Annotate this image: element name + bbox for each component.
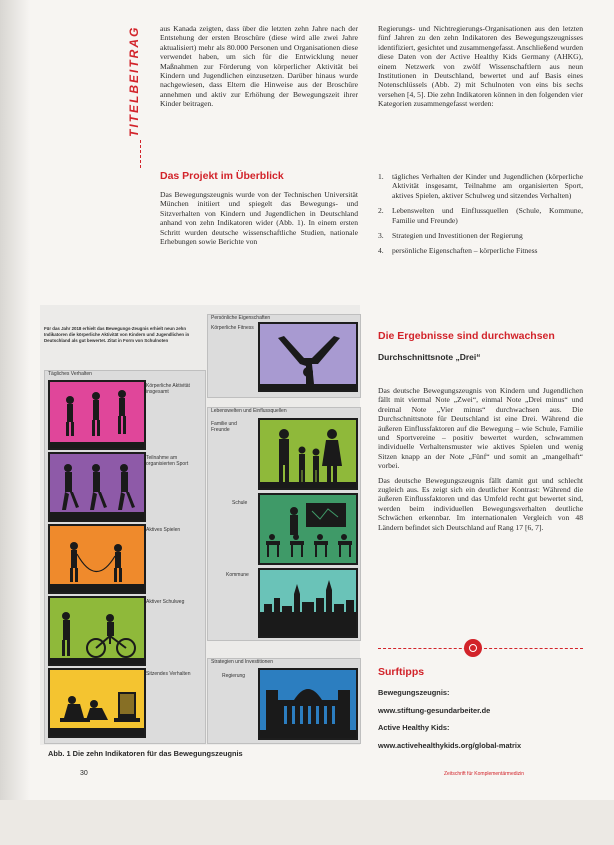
journal-footer: Zeitschrift für Komplementärmedizin [444,771,525,777]
label-organisierter-sport: Teilnahme am organisierten Sport [146,455,189,468]
surftipps-link-1[interactable]: www.stiftung-gesundarbeiter.de [378,706,491,715]
list-item [378,246,583,255]
label-koerperliche-aktivitaet: Körperliche Aktivität insgesamt [146,383,190,396]
surftipps-label-1: Bewegungszeugnis: [378,688,450,697]
figure-caption: Abb. 1 Die zehn Indikatoren für das Bewegungszeugnis [48,749,243,758]
panel-aktives-spielen [48,524,146,594]
city-skyline-illustration [260,570,356,636]
label-familie: Familie und Freunde [211,421,237,434]
surftipps-label-2: Active Healthy Kids: [378,723,450,732]
binding-shadow [0,0,30,845]
ergebnisse-text-2: Das deutsche Bewegungszeugnis fällt damit gut und schlecht zugleich aus. Es zeigt sich ein deutlicher Kontrast: Während die äußeren Einflussfaktoren und das Umfeld recht gut bewertet sind, werden beim individuellen Bewegungsverhalten deutliche Schwächen erkennbar. Im internationalen Vergleich von 48 Ländern befindet sich Deutschland auf Rang 17 [6, 7]. [378,475,583,532]
label-aktives-spielen: Aktives Spielen [146,527,181,533]
methods-text: Regierungs- und Nichtregierungs-Organisationen aus den letzten fünf Jahren zu den zehn Indikatoren des Bewegungszeugnisses identifiziert, gesichtet und zusammengefasst. Anschließend wurden diese Daten von der Active Healthy Kids Germany (AHKG), einem Netzwerk von zwölf Wissenschaftlern aus neun Institutionen in Deutschland, bewertet und auf Basis eines Notenschlüssels (Abb. 2) mit Schulnoten von eins bis sechs versehen [4, 5]. Die zehn Indikatoren können in den folgenden vier Kategorien zusammengefasst werden: [378,24,583,109]
sitting-children-illustration [50,670,144,736]
label-schule: Schule [232,500,248,506]
list-number: 2. [378,206,384,216]
target-icon [464,639,482,657]
list-item [378,172,583,200]
intro-paragraph [160,24,358,114]
projekt-heading: Das Projekt im Überblick [160,170,284,182]
section-rule [140,140,142,168]
list-text: persönliche Eigenschaften – körperliche Fitness [392,246,538,256]
intro-text: aus Kanada zeigten, dass über die letzten zehn Jahre nach der Entstehung der ersten Broschüre (diese wird alle zwei Jahre aktualisiert) mehr als 80.000 Personen und Organisationen diese verwendet haben, um sich für die Entwicklung neuer Maßnahmen zur Förderung von körperlicher Aktivität bei Kindern und Jugendlichen einzusetzen. Darüber hinaus wurde nachgewiesen, dass Eltern die Hinweise aus der Broschüre annehmen und aktiv zur Erhöhung der Bewegungszeit ihrer Kinder beitragen. [160,24,358,109]
group-title-taegliches: Tägliches Verhalten [48,371,92,377]
list-number: 4. [378,246,384,256]
jumping-children-illustration [50,382,144,448]
bottom-margin [0,800,614,845]
cycling-children-illustration [50,598,144,664]
ergebnisse-text-1: Das deutsche Bewegungszeugnis von Kindern und Jugendlichen fällt mit viermal Note „Zwei“, einmal Note „Drei minus“ und dreimal Note „Vier minus“ durchwachsen aus. Die Durchschnittsnote für Deutschland ist eine Drei. Während die äußeren Einflussfaktoren auf die Bewegung – wie Schule, Familie und Sportvereine – positiv bewertet wurden, schwammen individuelle Verhaltensmuster wie aktives Spielen und wenig Sitzen knapp an der Note „Fünf“ und somit an „mangelhaft“ vorbei. [378,386,583,471]
label-fitness: Körperliche Fitness [211,325,254,331]
section-label: TITELBEITRAG [127,25,141,137]
panel-familie [258,418,358,490]
group-title-persoenlich: Persönliche Eigenschaften [211,315,271,321]
label-aktiver-schulweg: Aktiver Schulweg [146,599,185,605]
label-kommune: Kommune [226,572,249,578]
panel-sitzendes-verhalten [48,668,146,738]
note-subheading: Durchschnittsnote „Drei“ [378,352,481,362]
list-number: 1. [378,172,384,181]
group-title-lebenswelten: Lebenswelten und Einflussquellen [211,408,287,414]
right-column-top [378,24,583,114]
list-item [378,231,583,240]
list-text: Lebenswelten und Einflussquellen (Schule, Kommune, Familie und Freunde) [392,206,583,225]
page-number: 30 [80,770,88,777]
classroom-illustration [260,495,356,563]
list-text: Strategien und Investitionen der Regierung [392,231,523,241]
family-illustration [260,420,356,488]
figure-intro: Für das Jahr 2018 erhielt das Bewegungs-Zeugnis erhielt neun zehn Indikatoren die körperliche Aktivität von Kindern und Jugendlichen in Deutschland als gut bewertet. Zitat in Form von Schulnoten [44,326,190,343]
panel-organisierter-sport [48,452,146,522]
list-item [378,206,583,225]
cartwheel-illustration [260,324,356,390]
label-regierung: Regierung [222,673,246,679]
surftipps-link-2[interactable]: www.activehealthykids.org/global-matrix [378,741,522,750]
panel-regierung [258,668,358,740]
skipping-children-illustration [50,526,144,592]
reichstag-illustration [260,670,356,738]
runners-illustration [50,454,144,520]
panel-kommune [258,568,358,638]
panel-schule [258,493,358,565]
panel-aktiver-schulweg [48,596,146,666]
ergebnisse-paragraphs [378,386,583,537]
list-number: 3. [378,231,384,241]
surftipps-heading: Surftipps [378,666,425,678]
ergebnisse-heading: Die Ergebnisse sind durchwachsen [378,330,555,342]
projekt-text: Das Bewegungszeugnis wurde von der Technischen Universität München initiiert und spiegelt das Bewegungs- und Sitzverhalten von Kindern und Jugendlichen in Deutschland anhand von zehn Indikatoren wider (Abb. 1). In einem ersten Schritt wurden deutsche wissenschaftliche Studien, nationale Erhebungen sowie Berichte von [160,190,358,247]
projekt-paragraph [160,190,358,251]
label-sitzendes-verhalten: Sitzendes Verhalten [146,671,191,677]
panel-koerperliche-aktivitaet [48,380,146,450]
panel-fitness [258,322,358,392]
group-title-strategien: Strategien und Investitionen [211,659,273,665]
category-list [378,172,583,262]
list-text: tägliches Verhalten der Kinder und Jugendlichen (körperliche Aktivität insgesamt, Teilnahme am organisierten Sport, aktives Spielen, aktiver Schulweg und sitzendes Verhalten) [392,172,583,200]
